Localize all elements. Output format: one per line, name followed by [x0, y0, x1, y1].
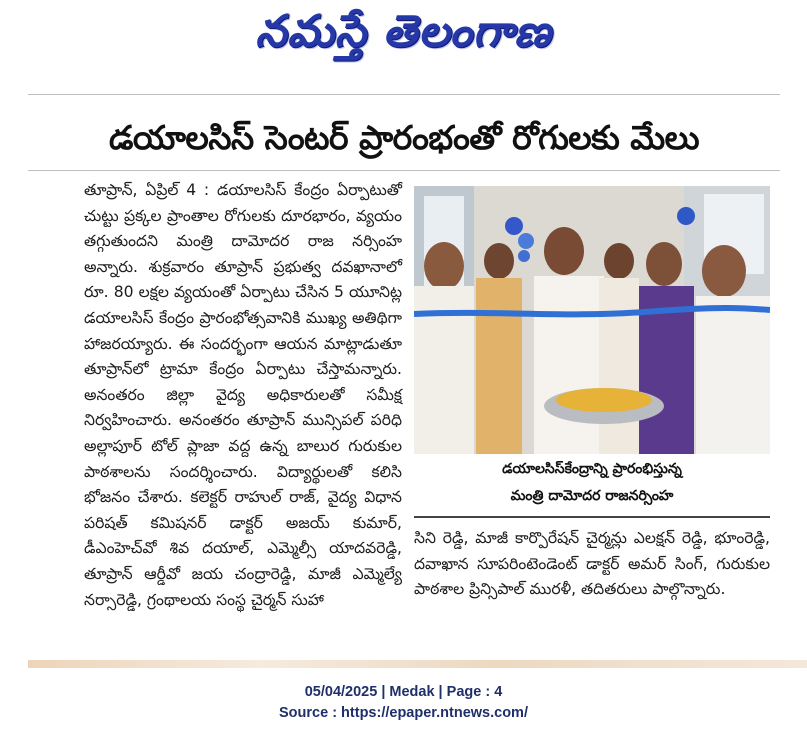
page-footer	[0, 682, 807, 724]
newspaper-logo: నమస్తే తెలంగాణ	[255, 6, 552, 57]
article-body-left	[84, 178, 402, 613]
article-photo	[414, 186, 770, 454]
masthead	[0, 0, 807, 90]
caption-line-2: మంత్రి దామోదర రాజనర్సింహ	[510, 488, 674, 504]
caption-line-1: డయాలసిస్‌కేంద్రాన్ని ప్రారంభిస్తున్న	[502, 461, 682, 477]
caption-divider	[414, 516, 770, 518]
photo-caption	[414, 456, 770, 516]
ribbon-cutting-photo	[414, 186, 770, 454]
adjacent-content-strip	[28, 660, 807, 668]
article-paragraph: తూప్రాన్, ఏప్రిల్ 4 : డయాలసిస్ కేంద్రం ఏర్పాటుతో చుట్టు ప్రక్కల ప్రాంతాల రోగులకు దూరభారం, వ్యయం తగ్గుతుందని మంత్రి దామోదర రాజ నర్సింహ అన్నారు. శుక్రవారం తూప్రాన్ ప్రభుత్వ దవఖానాలో రూ. 80 లక్షల వ్యయంతో ఏర్పాటు చేసిన 5 యూనిట్ల డయాలసిస్ కేంద్రం ప్రారంభోత్సవానికి ముఖ్య అతిథిగా హాజరయ్యారు. ఈ సందర్భంగా ఆయన మాట్లాడుతూ తూప్రాన్‌లో ట్రామా కేంద్రం ఏర్పాటు చేస్తామన్నారు. అనంతరం జిల్లా వైద్య అధికారులతో సమీక్ష నిర్వహించారు. అనంతరం తూప్రాన్ మున్సిపల్ పరిధి అల్లాపూర్ టోల్ ప్లాజా వద్ద ఉన్న బాలుర గురుకుల పాఠశాలను సందర్శించారు. విద్యార్థులతో కలిసి భోజనం చేశారు. కలెక్టర్ రాహుల్ రాజ్, వైద్య విధాన పరిషత్ కమిషనర్ డాక్టర్ అజయ్ కుమార్, డీఎంహెచ్‌వో శివ దయాల్, ఎమ్మెల్సీ యాదవరెడ్డి, తూప్రాన్ ఆర్డీవో జయ చంద్రారెడ్డి, మాజీ ఎమ్మెల్యే నర్సారెడ్డి, గ్రంథాలయ సంస్థ చైర్మన్ సుహా	[84, 181, 402, 609]
article-paragraph: సిని రెడ్డి, మాజీ కార్పొరేషన్ చైర్మన్లు ఎలక్షన్ రెడ్డి, భూంరెడ్డి, దవాఖాన సూపరింటెండెంట్ డాక్టర్ అమర్ సింగ్, గురుకుల పాఠశాల ప్రిన్సిపాల్ మురళీ, తదితరులు పాల్గొన్నారు.	[414, 529, 770, 599]
footer-source-link[interactable]: Source : https://epaper.ntnews.com/	[279, 705, 528, 721]
footer-date-edition: 05/04/2025 | Medak | Page : 4	[304, 684, 503, 700]
article-headline: డయాలసిస్ సెంటర్ ప్రారంభంతో రోగులకు మేలు	[108, 118, 699, 157]
article-body-right	[414, 526, 770, 603]
headline-divider	[28, 170, 780, 171]
masthead-divider	[28, 94, 780, 95]
